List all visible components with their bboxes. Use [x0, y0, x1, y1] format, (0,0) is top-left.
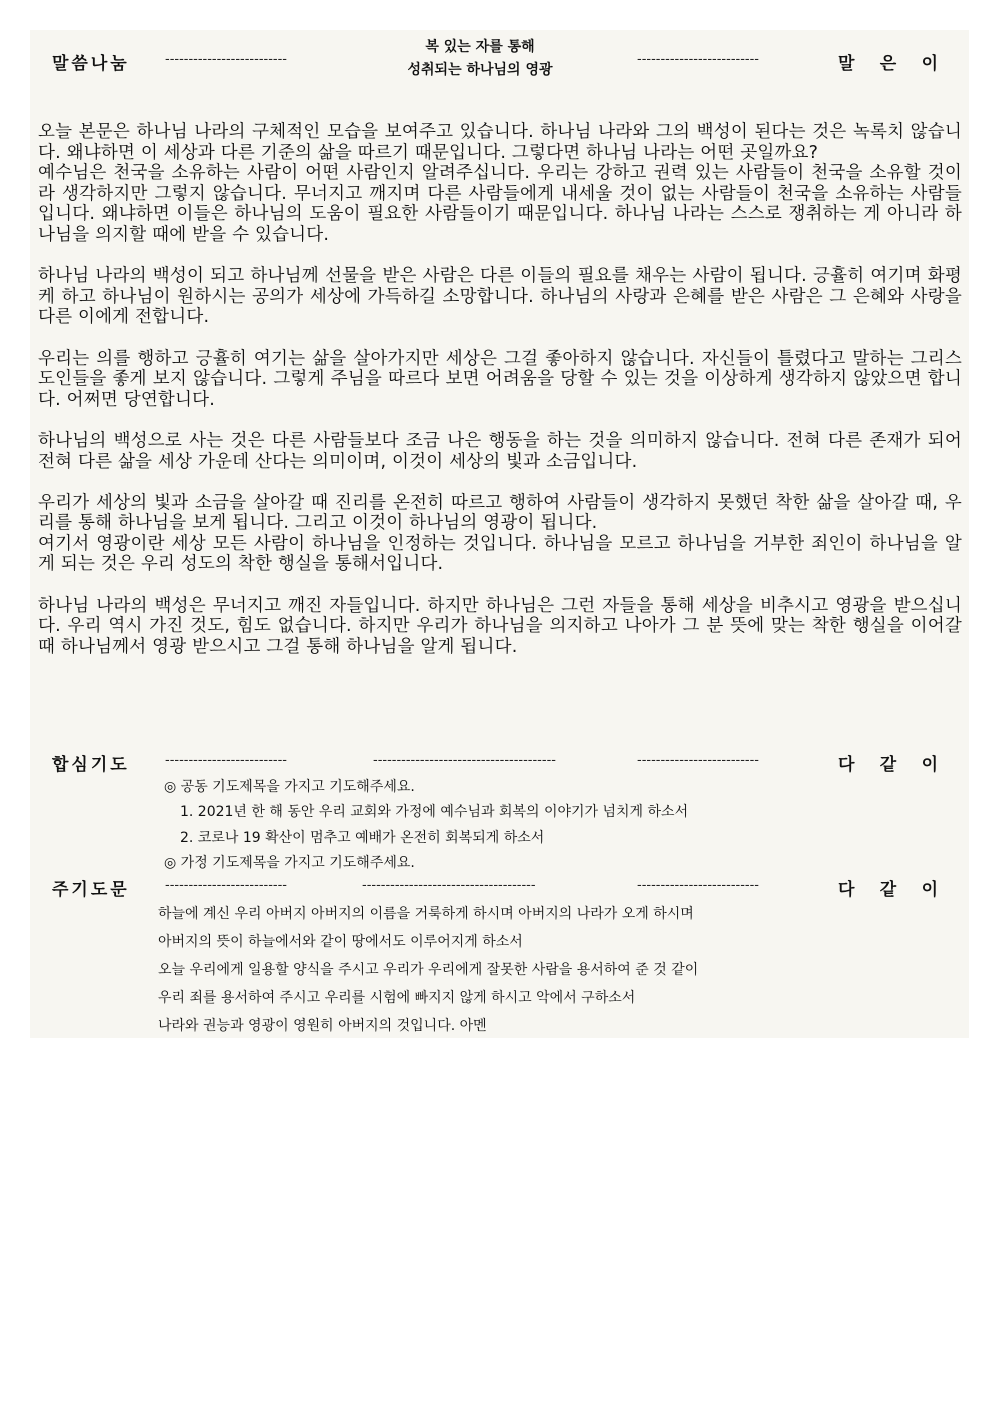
- lords-prayer-line: 오늘 우리에게 일용할 양식을 주시고 우리가 우리에게 잘못한 사람을 용서하여 준 것 같이: [158, 962, 699, 978]
- sermon-text: 우리는 의를 행하고 긍휼히 여기는 삶을 살아가지만 세상은 그걸 좋아하지 않습니다. 자신들이 틀렸다고 말하는 그리스도인들을 좋게 보지 않습니다. 그렇게 주님을 따르다 보면 어려움을 당할 수 있는 것을 이상하게 생각하지 않았으면 합니다. 어쩌면 당연합니다.: [38, 348, 962, 410]
- sermon-body: [38, 122, 962, 678]
- prayer-dash-2: ---------------------------------------: [373, 753, 556, 768]
- leader-char: 다: [838, 880, 855, 900]
- lords-dash-2: -------------------------------------: [362, 878, 536, 893]
- header-dash-left: --------------------------: [165, 52, 287, 67]
- lords-dash-3: --------------------------: [637, 878, 759, 893]
- lords-prayer-leader: [838, 875, 938, 900]
- lords-dash-1: --------------------------: [165, 878, 287, 893]
- sermon-text: 하나님 나라의 백성은 무너지고 깨진 자들입니다. 하지만 하나님은 그런 자들을 통해 세상을 비추시고 영광을 받으십니다. 우리 역시 가진 것도, 힘도 없습니다. 하지만 우리가 하나님을 의지하고 나아가 그 분 뜻에 맞는 착한 행실을 이어갈 때 하나님께서 영광 받으시고 그걸 통해 하나님을 알게 됩니다.: [38, 595, 962, 657]
- leader-char: 같: [879, 755, 897, 775]
- sermon-text: 우리가 세상의 빛과 소금을 살아갈 때 진리를 온전히 따르고 행하여 사람들이 생각하지 못했던 착한 삶을 살아갈 때, 우리를 통해 하나님을 보게 됩니다. 그리고 이것이 하나님의 영광이 됩니다.: [38, 492, 962, 534]
- common-prayer-heading: ◎ 공동 기도제목을 가지고 기도해주세요.: [164, 779, 415, 795]
- sermon-text: 예수님은 천국을 소유하는 사람이 어떤 사람인지 알려주십니다. 우리는 강하고 권력 있는 사람들이 천국을 소유할 것이라 생각하지만 그렇지 않습니다. 무너지고 깨지며 다른 사람들에게 내세울 것이 없는 사람들이 천국을 소유하는 사람들입니다. 왜냐하면 이들은 하나님의 도움이 필요한 사람들이기 때문입니다. 하나님 나라는 스스로 쟁취하는 게 아니라 하나님을 의지할 때에 받을 수 있습니다.: [38, 163, 962, 245]
- sermon-paragraph: [38, 349, 962, 411]
- prayer-dash-3: --------------------------: [637, 753, 759, 768]
- bulletin-sheet: [30, 30, 969, 1038]
- leader-char: 이: [921, 54, 938, 74]
- prayer-leader: [838, 750, 938, 775]
- sermon-title: [360, 36, 600, 82]
- section-label-prayer: 합심기도: [52, 755, 130, 775]
- lords-prayer-line: 우리 죄를 용서하여 주시고 우리를 시험에 빠지지 않게 하시고 악에서 구하소서: [158, 990, 636, 1006]
- lords-prayer-line: 나라와 권능과 영광이 영원히 아버지의 것입니다. 아멘: [158, 1018, 487, 1034]
- sermon-text: 하나님 나라의 백성이 되고 하나님께 선물을 받은 사람은 다른 이들의 필요를 채우는 사람이 됩니다. 긍휼히 여기며 화평케 하고 하나님이 원하시는 공의가 세상에 가득하길 소망합니다. 하나님의 사랑과 은혜를 받은 사람은 그 은혜와 사랑을 다른 이에게 전합니다.: [38, 266, 962, 328]
- family-prayer-heading: ◎ 가정 기도제목을 가지고 기도해주세요.: [164, 855, 415, 871]
- sermon-text: 여기서 영광이란 세상 모든 사람이 하나님을 인정하는 것입니다. 하나님을 모르고 하나님을 거부한 죄인이 하나님을 알게 되는 것은 우리 성도의 착한 행실을 통해서입니다.: [38, 533, 962, 575]
- sermon-leader: [838, 49, 938, 74]
- lords-prayer-line: 하늘에 계신 우리 아버지 아버지의 이름을 거룩하게 하시며 아버지의 나라가 오게 하시며: [158, 906, 694, 922]
- sermon-paragraph: [38, 493, 962, 575]
- sermon-title-line1: 복 있는 자를 통해: [425, 39, 535, 55]
- leader-char: 다: [838, 755, 855, 775]
- header-dash-right: --------------------------: [637, 52, 759, 67]
- prayer-item-2: 2. 코로나 19 확산이 멈추고 예배가 온전히 회복되게 하소서: [180, 830, 545, 846]
- sermon-paragraph: [38, 431, 962, 472]
- sermon-paragraph: [38, 596, 962, 658]
- section-label-sermon: 말씀나눔: [52, 54, 130, 74]
- leader-char: 이: [921, 880, 938, 900]
- sermon-text: 하나님의 백성으로 사는 것은 다른 사람들보다 조금 나은 행동을 하는 것을 의미하지 않습니다. 전혀 다른 존재가 되어 전혀 다른 삶을 세상 가운데 산다는 의미이며, 이것이 세상의 빛과 소금입니다.: [38, 430, 962, 472]
- lords-prayer-line: 아버지의 뜻이 하늘에서와 같이 땅에서도 이루어지게 하소서: [158, 934, 523, 950]
- sermon-paragraph: [38, 266, 962, 328]
- leader-char: 이: [921, 755, 938, 775]
- leader-char: 같: [879, 880, 897, 900]
- section-label-lords-prayer: 주기도문: [52, 880, 130, 900]
- sermon-paragraph: [38, 122, 962, 246]
- prayer-item-1: 1. 2021년 한 해 동안 우리 교회와 가정에 예수님과 회복의 이야기가 넘치게 하소서: [180, 804, 689, 820]
- sermon-text: 오늘 본문은 하나님 나라의 구체적인 모습을 보여주고 있습니다. 하나님 나라와 그의 백성이 된다는 것은 녹록치 않습니다. 왜냐하면 이 세상과 다른 기준의 삶을 따르기 때문입니다. 그렇다면 하나님 나라는 어떤 곳일까요?: [38, 122, 962, 163]
- prayer-dash-1: --------------------------: [165, 753, 287, 768]
- leader-char: 은: [879, 54, 897, 74]
- leader-char: 말: [838, 54, 855, 74]
- sermon-title-line2: 성취되는 하나님의 영광: [407, 62, 553, 78]
